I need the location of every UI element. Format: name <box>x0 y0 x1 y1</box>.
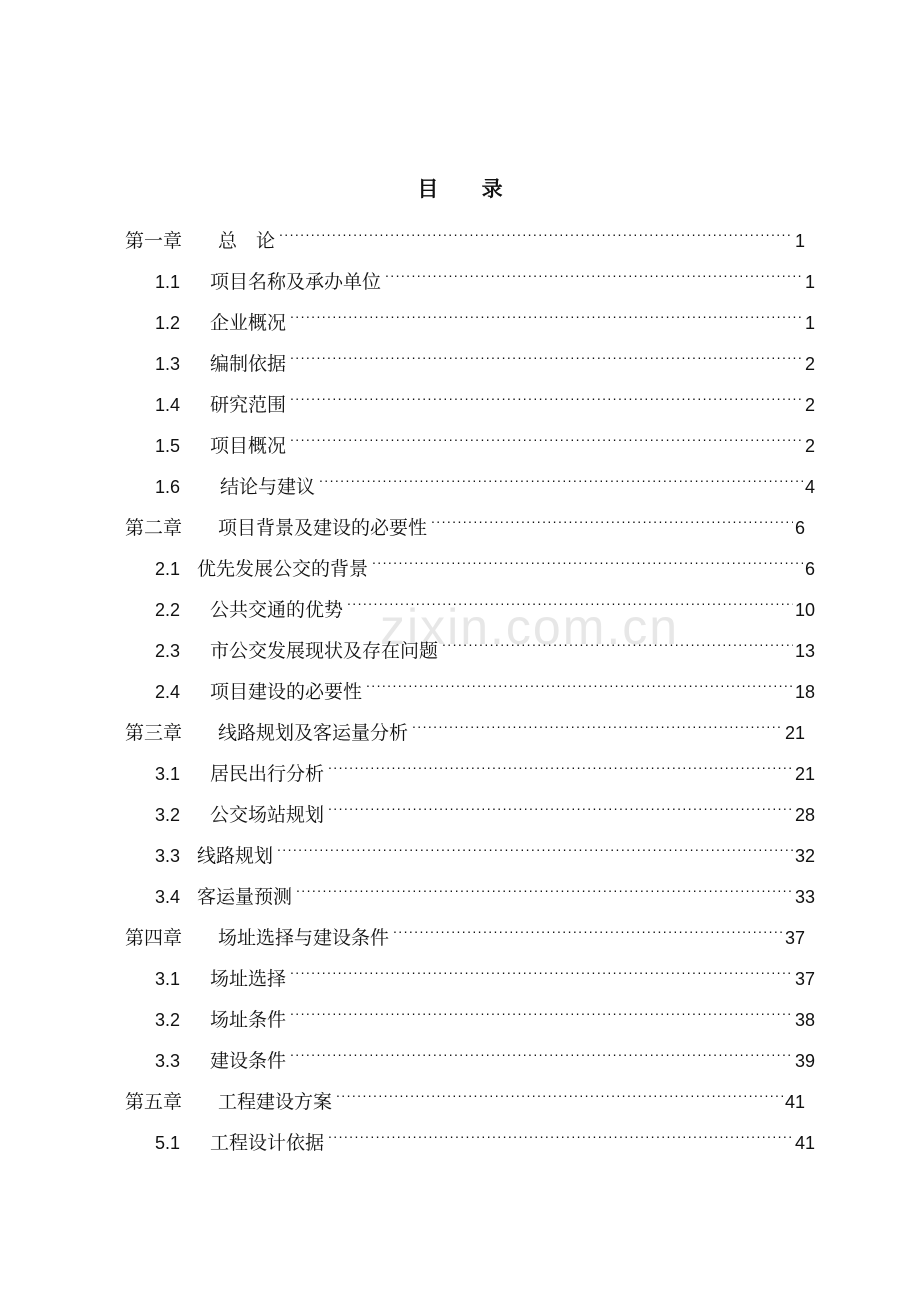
toc-entry-chapter-2[interactable] <box>125 493 805 539</box>
toc-entry-section-4-3[interactable] <box>155 1026 815 1072</box>
toc-entry-page: 1 <box>794 231 805 251</box>
toc-entry-section-3-3[interactable] <box>155 821 815 867</box>
toc-entry-section-3-4[interactable] <box>155 862 815 908</box>
toc-entry-label: 公共交通的优势 <box>210 599 344 621</box>
toc-entry-page: 32 <box>794 846 815 866</box>
toc-entry-page: 1 <box>804 272 815 292</box>
dot-leader <box>431 493 793 534</box>
dot-leader <box>319 452 803 493</box>
toc-entry-page: 13 <box>794 641 815 661</box>
toc-entry-number: 1.4 <box>155 395 181 415</box>
toc-entry-label: 居民出行分析 <box>210 763 325 785</box>
dot-leader <box>290 1026 793 1067</box>
toc-entry-page: 2 <box>804 354 815 374</box>
toc-entry-page: 28 <box>794 805 815 825</box>
toc-entry-chapter-4[interactable] <box>125 903 805 949</box>
toc-entry-label: 建设条件 <box>210 1050 287 1072</box>
toc-entry-section-3-2[interactable] <box>155 780 815 826</box>
toc-entry-chapter-1[interactable] <box>125 206 805 252</box>
toc-entry-label: 项目背景及建设的必要性 <box>218 517 428 539</box>
toc-entry-section-4-1[interactable] <box>155 944 815 990</box>
dot-leader <box>393 903 783 944</box>
toc-entry-page: 37 <box>794 969 815 989</box>
dot-leader <box>290 411 803 452</box>
dot-leader <box>328 1108 793 1149</box>
toc-entry-number: 第五章 <box>125 1091 183 1113</box>
dot-leader <box>442 616 793 657</box>
toc-entry-number: 2.1 <box>155 559 181 579</box>
toc-entry-label: 客运量预测 <box>197 886 293 908</box>
toc-entry-chapter-5[interactable] <box>125 1067 805 1113</box>
toc-entry-page: 39 <box>794 1051 815 1071</box>
dot-leader <box>290 288 803 329</box>
watermark: zixin.com.cn <box>380 599 680 655</box>
toc-entry-label: 工程建设方案 <box>218 1091 333 1113</box>
toc-entry-number: 第三章 <box>125 722 183 744</box>
toc-entry-section-1-5[interactable] <box>155 411 815 457</box>
toc-entry-label: 项目名称及承办单位 <box>210 271 382 293</box>
toc-entry-number: 1.6 <box>155 477 181 497</box>
toc-entry-number: 2.2 <box>155 600 181 620</box>
toc-entry-label: 企业概况 <box>210 312 287 334</box>
toc-entry-section-4-2[interactable] <box>155 985 815 1031</box>
toc-entry-number: 1.5 <box>155 436 181 456</box>
toc-entry-section-3-1[interactable] <box>155 739 815 785</box>
toc-entry-label: 研究范围 <box>210 394 287 416</box>
toc-entry-section-2-1[interactable] <box>155 534 815 580</box>
toc-entry-number: 1.2 <box>155 313 181 333</box>
dot-leader <box>296 862 793 903</box>
toc-entry-number: 3.4 <box>155 887 181 907</box>
toc-entry-label: 编制依据 <box>210 353 287 375</box>
toc-entry-label: 场址条件 <box>210 1009 287 1031</box>
dot-leader <box>336 1067 783 1108</box>
toc-entry-number: 3.3 <box>155 1051 181 1071</box>
toc-entry-section-1-3[interactable] <box>155 329 815 375</box>
toc-entry-number: 第二章 <box>125 517 183 539</box>
toc-entry-page: 21 <box>794 764 815 784</box>
toc-entry-page: 37 <box>784 928 805 948</box>
dot-leader <box>290 944 793 985</box>
dot-leader <box>277 821 793 862</box>
toc-entry-label: 项目建设的必要性 <box>210 681 363 703</box>
toc-entry-number: 1.3 <box>155 354 181 374</box>
dot-leader <box>290 370 803 411</box>
toc-entry-page: 41 <box>784 1092 805 1112</box>
toc-entry-page: 38 <box>794 1010 815 1030</box>
toc-entry-number: 5.1 <box>155 1133 181 1153</box>
toc-entry-label: 优先发展公交的背景 <box>197 558 369 580</box>
dot-leader <box>279 206 793 247</box>
toc-entry-page: 6 <box>804 559 815 579</box>
toc-entry-number: 3.1 <box>155 764 181 784</box>
toc-entry-number: 3.2 <box>155 1010 181 1030</box>
dot-leader <box>290 985 793 1026</box>
toc-entry-number: 1.1 <box>155 272 181 292</box>
toc-entry-number: 3.2 <box>155 805 181 825</box>
toc-entry-page: 2 <box>804 436 815 456</box>
toc-entry-number: 2.4 <box>155 682 181 702</box>
toc-entry-label: 结论与建议 <box>220 476 316 498</box>
toc-entry-label: 场址选择 <box>210 968 287 990</box>
toc-entry-label: 总 论 <box>218 230 276 252</box>
dot-leader <box>290 329 803 370</box>
toc-entry-label: 工程设计依据 <box>210 1132 325 1154</box>
toc-entry-label: 公交场站规划 <box>210 804 325 826</box>
toc-entry-section-1-4[interactable] <box>155 370 815 416</box>
toc-entry-chapter-3[interactable] <box>125 698 805 744</box>
dot-leader <box>412 698 783 739</box>
toc-entry-section-1-6[interactable] <box>155 452 815 498</box>
toc-entry-section-5-1[interactable] <box>155 1108 815 1154</box>
toc-entry-label: 市公交发展现状及存在问题 <box>210 640 439 662</box>
toc-entry-section-2-4[interactable] <box>155 657 815 703</box>
toc-entry-number: 第一章 <box>125 230 183 252</box>
toc-entry-page: 21 <box>784 723 805 743</box>
toc-entry-page: 18 <box>794 682 815 702</box>
toc-entry-label: 线路规划及客运量分析 <box>218 722 409 744</box>
toc-entry-section-1-2[interactable] <box>155 288 815 334</box>
dot-leader <box>372 534 803 575</box>
toc-entry-page: 10 <box>794 600 815 620</box>
toc-entry-page: 4 <box>804 477 815 497</box>
toc-entry-section-1-1[interactable] <box>155 247 815 293</box>
toc-entry-label: 线路规划 <box>197 845 274 867</box>
dot-leader <box>328 739 793 780</box>
toc-entry-section-2-3[interactable] <box>155 616 815 662</box>
dot-leader <box>347 575 793 616</box>
dot-leader <box>385 247 803 288</box>
toc-title: 目 录 <box>417 177 521 201</box>
dot-leader <box>366 657 793 698</box>
toc-entry-number: 3.1 <box>155 969 181 989</box>
toc-entry-number: 3.3 <box>155 846 181 866</box>
toc-entry-section-2-2[interactable] <box>155 575 815 621</box>
toc-entry-number: 2.3 <box>155 641 181 661</box>
dot-leader <box>328 780 793 821</box>
toc-entry-page: 1 <box>804 313 815 333</box>
toc-entry-page: 33 <box>794 887 815 907</box>
toc-entry-page: 41 <box>794 1133 815 1153</box>
toc-entry-number: 第四章 <box>125 927 183 949</box>
toc-entry-label: 场址选择与建设条件 <box>218 927 390 949</box>
toc-entry-label: 项目概况 <box>210 435 287 457</box>
toc-entry-page: 6 <box>794 518 805 538</box>
toc-entry-page: 2 <box>804 395 815 415</box>
